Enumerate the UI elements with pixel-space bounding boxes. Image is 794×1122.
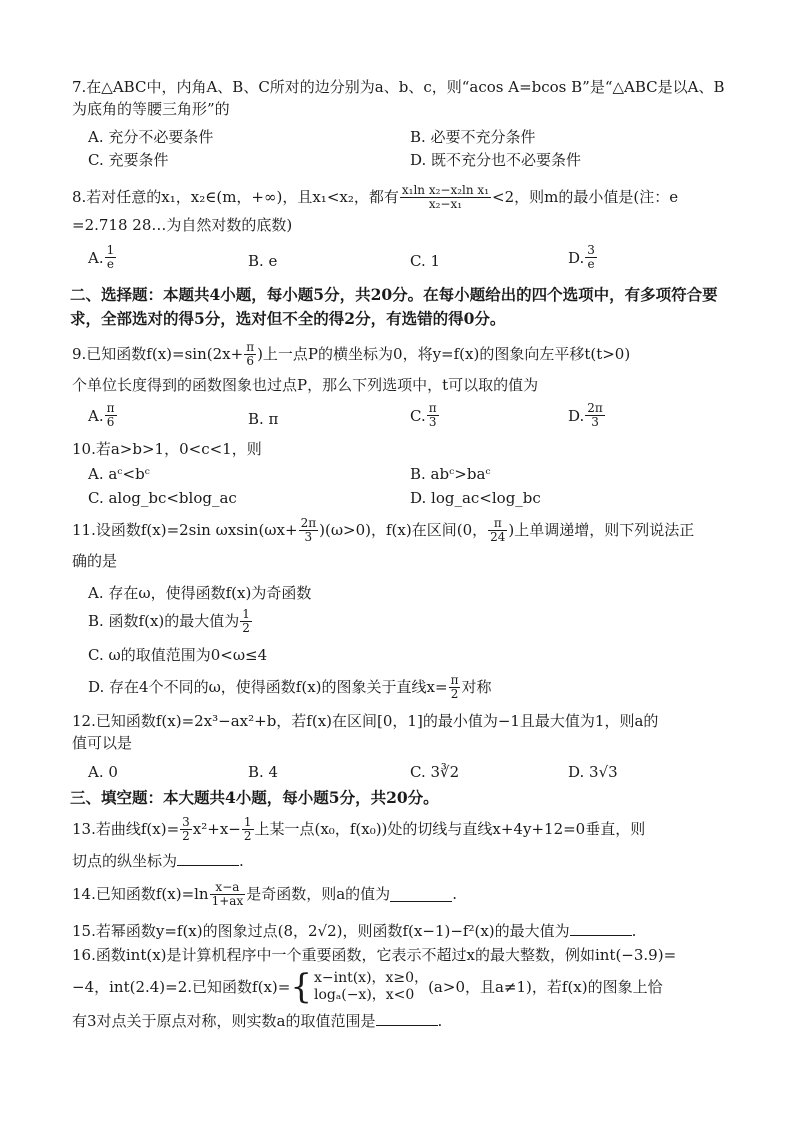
question-8-stem-line-2: =2.718 28…为自然对数的底数) bbox=[72, 216, 293, 234]
question-13-period: . bbox=[239, 852, 244, 870]
fraction-numerator: 2π bbox=[587, 401, 603, 415]
fraction-numerator: π bbox=[106, 401, 115, 415]
question-8-stem-prefix: 8.若对任意的x₁，x₂∈(m，+∞)，且x₁<x₂，都有 bbox=[72, 188, 399, 206]
question-11-stem-suffix: )上单调递增，则下列说法正 bbox=[508, 521, 695, 539]
question-13 bbox=[72, 812, 732, 872]
option-letter: D. bbox=[568, 406, 585, 425]
fraction-numerator: x₁ln x₂−x₂ln x₁ bbox=[401, 182, 490, 197]
question-8-option-c: C. 1 bbox=[410, 252, 441, 270]
question-10-option-a: A. aᶜ<bᶜ bbox=[88, 465, 150, 483]
question-8-option-b: B. e bbox=[248, 252, 278, 270]
question-9-stem-line-1 bbox=[72, 338, 732, 370]
fraction-denominator: x₂−x₁ bbox=[428, 196, 463, 211]
question-7-option-d: D. 既不充分也不必要条件 bbox=[410, 151, 582, 169]
fraction-numerator: π bbox=[450, 672, 459, 687]
question-16-period: . bbox=[437, 1012, 443, 1030]
section-2-line-1: 二、选择题：本题共4小题，每小题5分，共20分。在每小题给出的四个选项中，有多项符合要 bbox=[70, 285, 718, 304]
option-fraction bbox=[240, 608, 252, 635]
fraction-numerator: 3 bbox=[587, 243, 595, 257]
question-14 bbox=[72, 877, 732, 911]
question-11-stem-line-1 bbox=[72, 514, 732, 546]
fraction-numerator: 3 bbox=[182, 814, 190, 829]
question-12-option-c: C. 3∛2 bbox=[410, 763, 460, 781]
question-11-option-a: A. 存在ω，使得函数f(x)为奇函数 bbox=[88, 584, 312, 602]
fraction-denominator: e bbox=[106, 257, 114, 271]
question-15 bbox=[72, 920, 732, 942]
question-9-option-c bbox=[410, 402, 440, 429]
question-8-stem-suffix: <2，则m的最小值是(注：e bbox=[492, 188, 679, 206]
answer-blank[interactable] bbox=[570, 921, 632, 936]
question-12-option-b: B. 4 bbox=[248, 763, 279, 781]
question-10-option-b: B. abᶜ>baᶜ bbox=[410, 465, 491, 483]
question-13-stem-prefix: 13.若曲线f(x)= bbox=[72, 820, 180, 838]
question-9 bbox=[72, 338, 732, 396]
question-12-stem-line-1: 12.已知函数f(x)=2x³−ax²+b，若f(x)在区间[0，1]的最小值为−1且最大值为1，则a的 bbox=[72, 712, 659, 730]
section-2-line-2: 求，全部选对的得5分，选对但不全的得2分，有选错的得0分。 bbox=[70, 309, 506, 328]
question-8-stem-line-1 bbox=[72, 180, 732, 214]
fraction-denominator: 2 bbox=[243, 828, 252, 843]
question-11-stem-prefix: 11.设函数f(x)=2sin ωxsin(ωx+ bbox=[72, 521, 298, 539]
question-14-fraction bbox=[210, 881, 246, 908]
question-8 bbox=[72, 180, 732, 236]
question-16 bbox=[72, 944, 732, 1032]
fraction-denominator: 6 bbox=[106, 415, 115, 429]
fraction-numerator: x−a bbox=[210, 881, 246, 895]
fraction-denominator: 3 bbox=[304, 529, 313, 544]
question-14-stem-middle: 是奇函数，则a的值为 bbox=[246, 885, 391, 903]
question-12 bbox=[72, 710, 732, 754]
question-13-stem-line-2 bbox=[72, 850, 732, 872]
question-8-option-a bbox=[88, 244, 117, 271]
section-3-heading bbox=[70, 786, 740, 810]
question-7-stem-line-1: 7.在△ABC中，内角A、B、C所对的边分别为a、b、c，则“acos A=bcos B”是“△ABC是以A、B bbox=[72, 78, 725, 96]
question-15-stem-text: 15.若幂函数y=f(x)的图象过点(8，2√2)，则函数f(x−1)−f²(x)的最大值为 bbox=[72, 922, 570, 940]
fraction-denominator: 6 bbox=[246, 353, 254, 368]
piecewise-cases bbox=[314, 970, 428, 1004]
question-9-option-b: B. π bbox=[248, 410, 279, 428]
question-9-fraction bbox=[244, 341, 256, 368]
question-13-stem-suffix: 上某一点(x₀，f(x₀))处的切线与直线x+4y+12=0垂直，则 bbox=[254, 820, 646, 838]
question-16-stem-line-2 bbox=[72, 966, 732, 1008]
question-16-stem-suffix: (a>0，且a≠1)，若f(x)的图象上恰 bbox=[428, 978, 663, 996]
fraction-denominator: 2 bbox=[242, 620, 250, 635]
question-16-stem-line-3 bbox=[72, 1010, 732, 1032]
piecewise-case-2: logₐ(−x)，x<0 bbox=[313, 987, 415, 1003]
option-letter: A. bbox=[88, 406, 104, 425]
question-11-option-b bbox=[88, 604, 253, 638]
option-letter: D. bbox=[568, 248, 585, 267]
answer-blank[interactable] bbox=[376, 1011, 438, 1026]
piecewise-function bbox=[290, 967, 429, 1007]
fraction-numerator: 2π bbox=[300, 515, 317, 530]
option-text: D. 存在4个不同的ω，使得函数f(x)的图象关于直线x= bbox=[88, 678, 448, 696]
fraction-numerator: 1 bbox=[106, 243, 115, 257]
question-10 bbox=[72, 438, 732, 460]
question-10-option-c: C. alog_bc<blog_ac bbox=[88, 489, 237, 507]
fraction-numerator: π bbox=[428, 401, 437, 415]
question-16-stem-line-1: 16.函数int(x)是计算机程序中一个重要函数，它表示不超过x的最大整数，例如int(−3.9)= bbox=[72, 946, 677, 964]
question-7 bbox=[72, 76, 732, 120]
question-9-stem-prefix: 9.已知函数f(x)=sin(2x+ bbox=[72, 345, 244, 363]
question-14-stem-prefix: 14.已知函数f(x)=ln bbox=[72, 885, 209, 903]
fraction-numerator: 1 bbox=[242, 606, 250, 621]
question-10-option-d: D. log_ac<log_bc bbox=[410, 489, 541, 507]
fraction-denominator: 2 bbox=[182, 828, 190, 843]
section-2-heading bbox=[70, 283, 740, 331]
question-7-option-c: C. 充要条件 bbox=[88, 151, 169, 169]
question-16-stem-text: 有3对点关于原点对称，则实数a的取值范围是 bbox=[72, 1012, 376, 1030]
question-8-fraction bbox=[400, 184, 491, 211]
option-fraction bbox=[449, 674, 461, 701]
option-fraction bbox=[427, 402, 439, 429]
fraction-denominator: 1+ax bbox=[211, 893, 244, 908]
question-11-stem-line-2: 确的是 bbox=[72, 552, 118, 570]
fraction-numerator: 1 bbox=[243, 814, 252, 829]
question-11 bbox=[72, 514, 732, 572]
fraction-numerator: π bbox=[246, 339, 255, 354]
option-fraction bbox=[585, 244, 597, 271]
question-7-option-a: A. 充分不必要条件 bbox=[88, 128, 214, 146]
question-14-period: . bbox=[452, 885, 457, 903]
option-fraction bbox=[105, 244, 117, 271]
question-11-option-c: C. ω的取值范围为0<ω≤4 bbox=[88, 646, 268, 664]
question-11-stem-middle: )(ω>0)，f(x)在区间(0， bbox=[319, 521, 488, 539]
answer-blank[interactable] bbox=[177, 851, 239, 866]
piecewise-case-1: x−int(x)，x≥0， bbox=[313, 970, 429, 986]
question-10-stem-line-1: 10.若a>b>1，0<c<1，则 bbox=[72, 440, 262, 458]
question-15-period: . bbox=[631, 922, 637, 940]
question-7-stem-line-2: 为底角的等腰三角形”的 bbox=[72, 100, 230, 118]
question-9-stem-suffix: )上一点P的横坐标为0，将y=f(x)的图象向左平移t(t>0) bbox=[257, 345, 631, 363]
question-11-fraction-1 bbox=[299, 517, 319, 544]
question-14-stem-line-1 bbox=[72, 877, 732, 911]
option-fraction bbox=[105, 402, 117, 429]
section-3-line-1: 三、填空题：本大题共4小题，每小题5分，共20分。 bbox=[70, 788, 439, 807]
question-7-option-b: B. 必要不充分条件 bbox=[410, 128, 536, 146]
question-9-option-a bbox=[88, 402, 118, 429]
option-letter: A. bbox=[88, 248, 104, 267]
question-15-stem-line-1 bbox=[72, 920, 732, 942]
question-9-stem-line-2: 个单位长度得到的函数图象也过点P，那么下列选项中，t可以取的值为 bbox=[72, 376, 539, 394]
answer-blank[interactable] bbox=[390, 887, 452, 902]
question-12-option-a: A. 0 bbox=[88, 763, 118, 781]
question-13-stem-text: 切点的纵坐标为 bbox=[72, 852, 178, 870]
option-fraction bbox=[585, 402, 605, 429]
question-9-option-d bbox=[568, 402, 606, 429]
question-16-stem-prefix: −4，int(2.4)=2.已知函数f(x)= bbox=[72, 978, 291, 996]
fraction-denominator: 24 bbox=[490, 529, 506, 544]
fraction-denominator: 2 bbox=[450, 686, 459, 701]
question-8-option-d bbox=[568, 244, 598, 271]
fraction-denominator: e bbox=[587, 257, 595, 271]
fraction-numerator: π bbox=[488, 517, 507, 531]
option-letter: C. bbox=[410, 406, 426, 425]
question-13-fraction-1 bbox=[180, 816, 192, 843]
option-text-suffix: 对称 bbox=[461, 678, 492, 696]
left-brace-icon: { bbox=[290, 967, 312, 1007]
question-13-fraction-2 bbox=[242, 816, 254, 843]
question-11-fraction-2 bbox=[488, 517, 507, 544]
fraction-denominator: 3 bbox=[591, 415, 599, 429]
option-text: B. 函数f(x)的最大值为 bbox=[88, 612, 240, 630]
question-13-stem-line-1 bbox=[72, 812, 732, 846]
question-13-stem-middle: x²+x− bbox=[192, 820, 241, 838]
question-12-option-d: D. 3√3 bbox=[568, 763, 618, 781]
question-11-option-d bbox=[88, 670, 491, 704]
question-12-stem-line-2: 值可以是 bbox=[72, 734, 133, 752]
fraction-denominator: 3 bbox=[428, 415, 437, 429]
